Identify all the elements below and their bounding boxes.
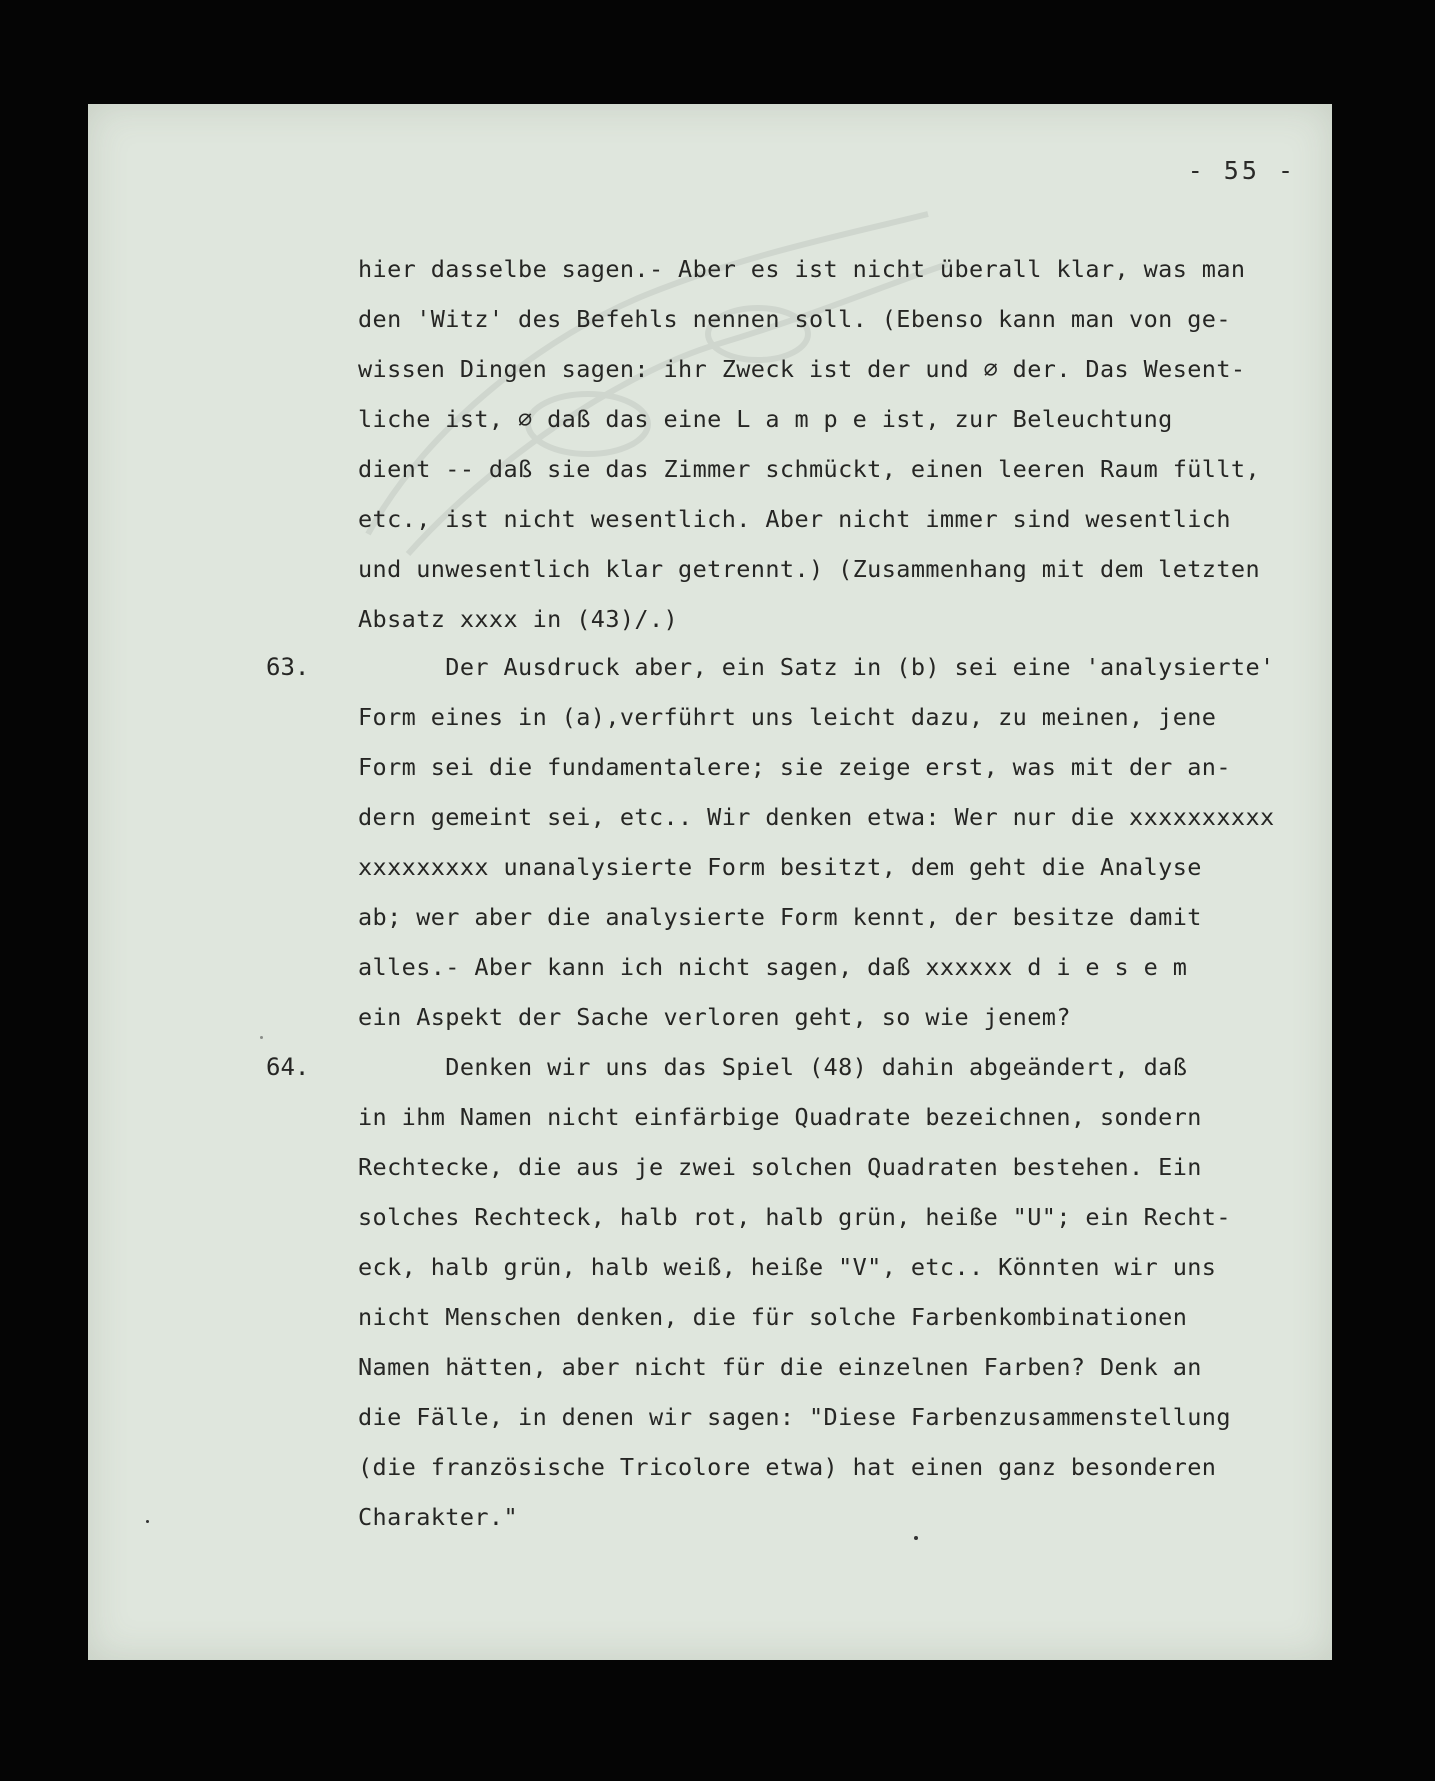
text-line: nicht Menschen denken, die für solche Farbenkombinationen: [358, 1303, 1188, 1331]
page-number: - 55 -: [1187, 156, 1296, 185]
text-line: liche ist, ∅ daß das eine L a m p e ist, zur Beleuchtung: [358, 405, 1173, 433]
ink-speck: [914, 1536, 918, 1540]
text-line: etc., ist nicht wesentlich. Aber nicht immer sind wesentlich: [358, 505, 1231, 533]
text-line: Namen hätten, aber nicht für die einzelnen Farben? Denk an: [358, 1353, 1202, 1381]
ink-speck: [146, 1520, 149, 1523]
text-line: dern gemeint sei, etc.. Wir denken etwa: Wer nur die xxxxxxxxxx: [358, 803, 1275, 831]
text-line: Denken wir uns das Spiel (48) dahin abgeändert, daß: [358, 1053, 1188, 1081]
text-line: Form sei die fundamentalere; sie zeige erst, was mit der an-: [358, 753, 1231, 781]
text-line: dient -- daß sie das Zimmer schmückt, einen leeren Raum füllt,: [358, 455, 1260, 483]
text-line: die Fälle, in denen wir sagen: "Diese Farbenzusammenstellung: [358, 1403, 1231, 1431]
paragraph-number: 63.: [266, 653, 310, 681]
text-line: eck, halb grün, halb weiß, heiße "V", etc.. Könnten wir uns: [358, 1253, 1217, 1281]
text-line: und unwesentlich klar getrennt.) (Zusammenhang mit dem letzten: [358, 555, 1260, 583]
text-line: Der Ausdruck aber, ein Satz in (b) sei eine 'analysierte': [358, 653, 1275, 681]
paragraph-63: [358, 642, 1318, 1042]
paragraph-number: 64.: [266, 1053, 310, 1081]
text-line: Charakter.": [358, 1503, 519, 1531]
text-line: Form eines in (a),verführt uns leicht dazu, zu meinen, jene: [358, 703, 1217, 731]
text-line: Rechtecke, die aus je zwei solchen Quadraten bestehen. Ein: [358, 1153, 1202, 1181]
document-page: [88, 104, 1332, 1660]
text-line: alles.- Aber kann ich nicht sagen, daß xxxxxx d i e s e m: [358, 953, 1188, 981]
text-line: den 'Witz' des Befehls nennen soll. (Ebenso kann man von ge-: [358, 305, 1231, 333]
paragraph-continuation: [358, 244, 1318, 644]
text-line: xxxxxxxxx unanalysierte Form besitzt, dem geht die Analyse: [358, 853, 1202, 881]
text-line: hier dasselbe sagen.- Aber es ist nicht überall klar, was man: [358, 255, 1246, 283]
paragraph-64: [358, 1042, 1318, 1542]
text-line: wissen Dingen sagen: ihr Zweck ist der und ∅ der. Das Wesent-: [358, 355, 1246, 383]
text-line: ein Aspekt der Sache verloren geht, so wie jenem?: [358, 1003, 1071, 1031]
text-line: solches Rechteck, halb rot, halb grün, heiße "U"; ein Recht-: [358, 1203, 1231, 1231]
text-line: (die französische Tricolore etwa) hat einen ganz besonderen: [358, 1453, 1217, 1481]
text-line: ab; wer aber die analysierte Form kennt, der besitze damit: [358, 903, 1202, 931]
ink-speck: [260, 1036, 263, 1039]
text-line: in ihm Namen nicht einfärbige Quadrate bezeichnen, sondern: [358, 1103, 1202, 1131]
text-line: Absatz xxxx in (43)/.): [358, 605, 679, 633]
